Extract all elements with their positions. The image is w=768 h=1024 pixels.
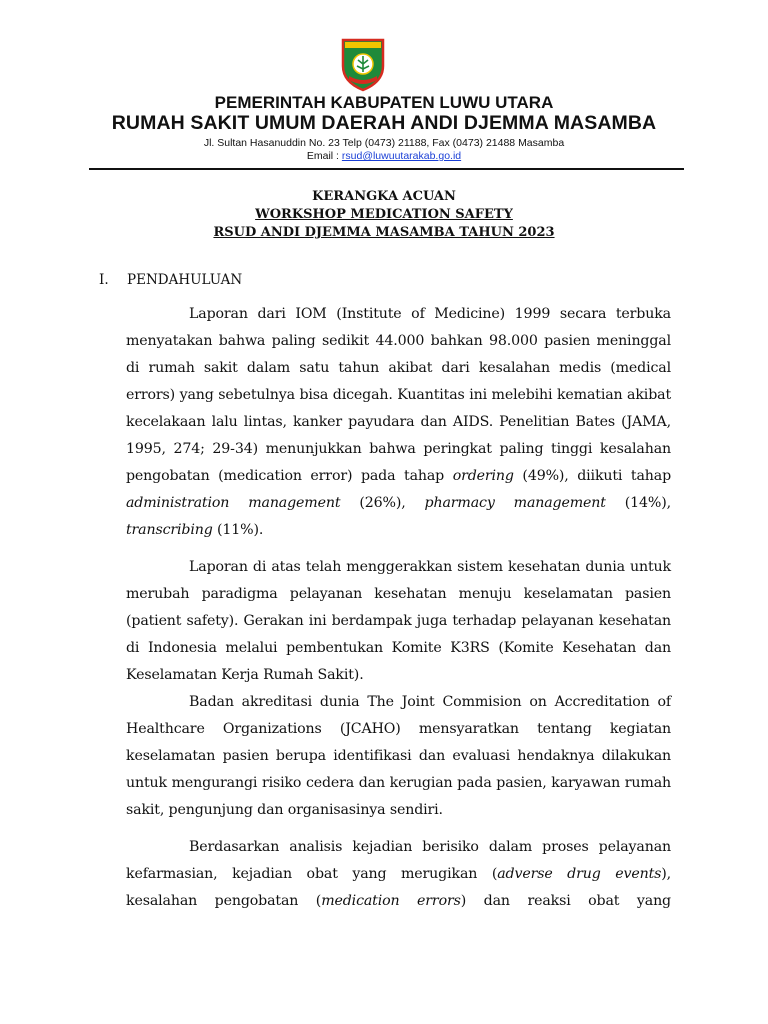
- hospital-email-line: [0, 150, 768, 162]
- email-label: Email :: [306, 150, 342, 162]
- section-heading: PENDAHULUAN: [127, 272, 243, 288]
- paragraph-jcaho: Badan akreditasi dunia The Joint Commision on Accreditation of Healthcare Organizations (JCAHO) mensyaratkan tentang kegiatan keselamatan pasien berupa identifikasi dan evaluasi hendaknya dilakukan untuk mengurangi risiko cedera dan kerugian pada pasien, karyawan rumah sakit, pengunjung dan organisasinya sendiri.: [126, 694, 671, 818]
- document-title: KERANGKA ACUAN: [312, 189, 456, 204]
- email-link[interactable]: rsud@luwuutarakab.go.id: [341, 150, 462, 162]
- paragraph-iom-report: Laporan dari IOM (Institute of Medicine) 1999 secara terbuka menyatakan bahwa paling sedikit 44.000 bahkan 98.000 pasien meninggal di rumah sakit dalam satu tahun akibat dari kesalahan medis (medical errors) yang sebetulnya bisa dicegah. Kuantitas ini melebihi kematian akibat kecelakaan lalu lintas, kanker payudara dan AIDS. Penelitian Bates (JAMA, 1995, 274; 29-34) menunjukkan bahwa peringkat paling tinggi kesalahan pengobatan (medication error) pada tahap ordering (49%), diikuti tahap administration management (26%), pharmacy management (14%), transcribing (11%).: [126, 306, 672, 538]
- emblem-top-band: [345, 42, 381, 48]
- document-subtitle-institution: RSUD ANDI DJEMMA MASAMBA TAHUN 2023: [213, 225, 555, 240]
- kabupaten-luwu-utara-emblem: [341, 36, 385, 92]
- hospital-name: RUMAH SAKIT UMUM DAERAH ANDI DJEMMA MASAMBA: [111, 112, 657, 134]
- section-body: [126, 301, 671, 915]
- section-number: I.: [99, 272, 109, 288]
- government-name: PEMERINTAH KABUPATEN LUWU UTARA: [214, 93, 554, 112]
- letterhead-divider: [89, 168, 684, 170]
- paragraph-pharmacy-risk: Berdasarkan analisis kejadian berisiko dalam proses pelayanan kefarmasian, kejadian obat yang merugikan (adverse drug events), kesalahan pengobatan (medication errors) dan reaksi obat yang: [126, 839, 672, 909]
- paragraph-patient-safety: Laporan di atas telah menggerakkan sistem kesehatan dunia untuk merubah paradigma pelayanan kesehatan menuju keselamatan pasien (patient safety). Gerakan ini berdampak juga terhadap pelayanan kesehatan di Indonesia melalui pembentukan Komite K3RS (Komite Kesehatan dan Keselamatan Kerja Rumah Sakit).: [126, 559, 671, 683]
- document-subtitle: WORKSHOP MEDICATION SAFETY: [255, 207, 513, 222]
- hospital-address: Jl. Sultan Hasanuddin No. 23 Telp (0473) 21188, Fax (0473) 21488 Masamba: [203, 137, 565, 149]
